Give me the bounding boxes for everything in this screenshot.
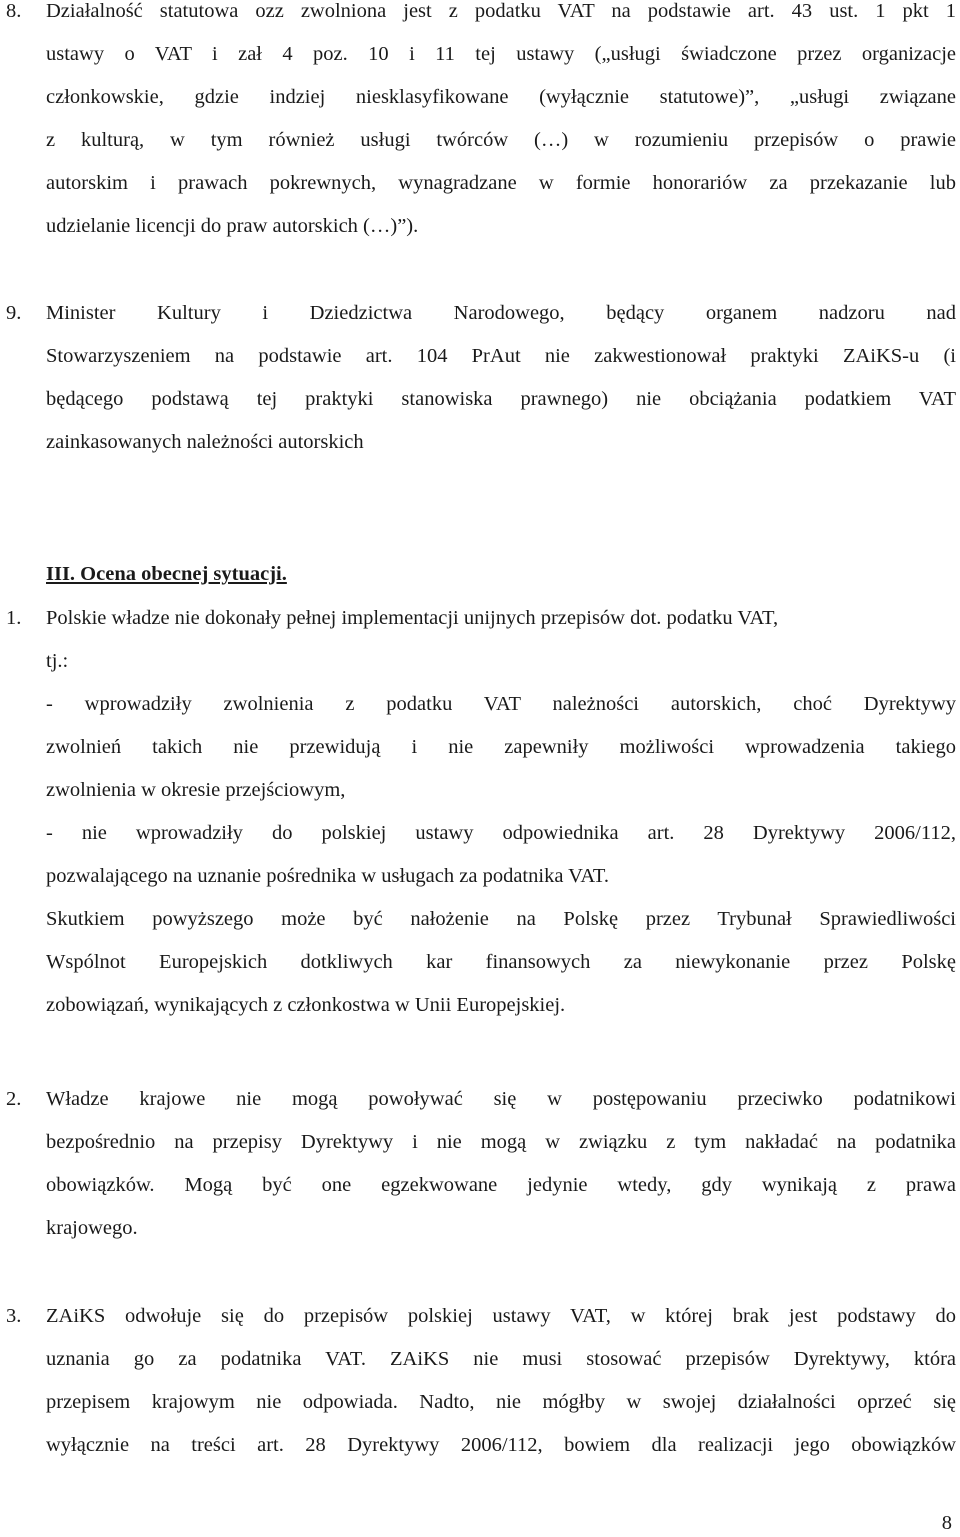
text-line: Minister Kultury i Dziedzictwa Narodowego, będący organem nadzoru nad <box>46 302 956 324</box>
item-number: 2. <box>6 1088 22 1110</box>
text-line: obowiązków. Mogą być one egzekwowane jedynie wtedy, gdy wynikają z prawa <box>46 1174 956 1196</box>
text-line: autorskim i prawach pokrewnych, wynagradzane w formie honorariów za przekazanie lub <box>46 172 956 194</box>
item-number: 9. <box>6 302 22 324</box>
text-line: ustawy o VAT i zał 4 poz. 10 i 11 tej ustawy („usługi świadczone przez organizacje <box>46 43 956 65</box>
text-line: - wprowadziły zwolnienia z podatku VAT należności autorskich, choć Dyrektywy <box>46 693 956 715</box>
text-line: pozwalającego na uznanie pośrednika w usługach za podatnika VAT. <box>46 865 609 887</box>
text-line: - nie wprowadziły do polskiej ustawy odpowiednika art. 28 Dyrektywy 2006/112, <box>46 822 956 844</box>
text-line: bezpośrednio na przepisy Dyrektywy i nie mogą w związku z tym nakładać na podatnika <box>46 1131 956 1153</box>
section-heading: III. Ocena obecnej sytuacji. <box>46 563 287 585</box>
text-line: przepisem krajowym nie odpowiada. Nadto, nie mógłby w swojej działalności oprzeć się <box>46 1391 956 1413</box>
item-number: 3. <box>6 1305 22 1327</box>
text-line: zwolnienia w okresie przejściowym, <box>46 779 346 801</box>
text-line: Skutkiem powyższego może być nałożenie na Polskę przez Trybunał Sprawiedliwości <box>46 908 956 930</box>
text-line: uznania go za podatnika VAT. ZAiKS nie musi stosować przepisów Dyrektywy, która <box>46 1348 956 1370</box>
text-line: Wspólnot Europejskich dotkliwych kar finansowych za niewykonanie przez Polskę <box>46 951 956 973</box>
text-line: zobowiązań, wynikających z członkostwa w Unii Europejskiej. <box>46 994 566 1016</box>
text-line: Stowarzyszeniem na podstawie art. 104 PrAut nie zakwestionował praktyki ZAiKS-u (i <box>46 345 956 367</box>
text-line: z kulturą, w tym również usługi twórców (…) w rozumieniu przepisów o prawie <box>46 129 956 151</box>
text-line: członkowskie, gdzie indziej niesklasyfikowane (wyłącznie statutowe)”, „usługi związane <box>46 86 956 108</box>
text-line: wyłącznie na treści art. 28 Dyrektywy 2006/112, bowiem dla realizacji jego obowiązków <box>46 1434 956 1456</box>
text-line: udzielanie licencji do praw autorskich (…)”). <box>46 215 419 237</box>
page-number: 8 <box>941 1512 952 1534</box>
item-number: 8. <box>6 0 22 22</box>
item-number: 1. <box>6 607 22 629</box>
text-line: zainkasowanych należności autorskich <box>46 431 364 453</box>
text-line: Polskie władze nie dokonały pełnej implementacji unijnych przepisów dot. podatku VAT, <box>46 607 779 629</box>
text-line: Działalność statutowa ozz zwolniona jest z podatku VAT na podstawie art. 43 ust. 1 pkt 1 <box>46 0 956 22</box>
text-line: ZAiKS odwołuje się do przepisów polskiej ustawy VAT, w której brak jest podstawy do <box>46 1305 956 1327</box>
text-line: zwolnień takich nie przewidują i nie zapewniły możliwości wprowadzenia takiego <box>46 736 956 758</box>
text-line: będącego podstawą tej praktyki stanowiska prawnego) nie obciążania podatkiem VAT <box>46 388 956 410</box>
text-line: tj.: <box>46 650 69 672</box>
text-line: Władze krajowe nie mogą powoływać się w postępowaniu przeciwko podatnikowi <box>46 1088 956 1110</box>
text-line: krajowego. <box>46 1217 138 1239</box>
